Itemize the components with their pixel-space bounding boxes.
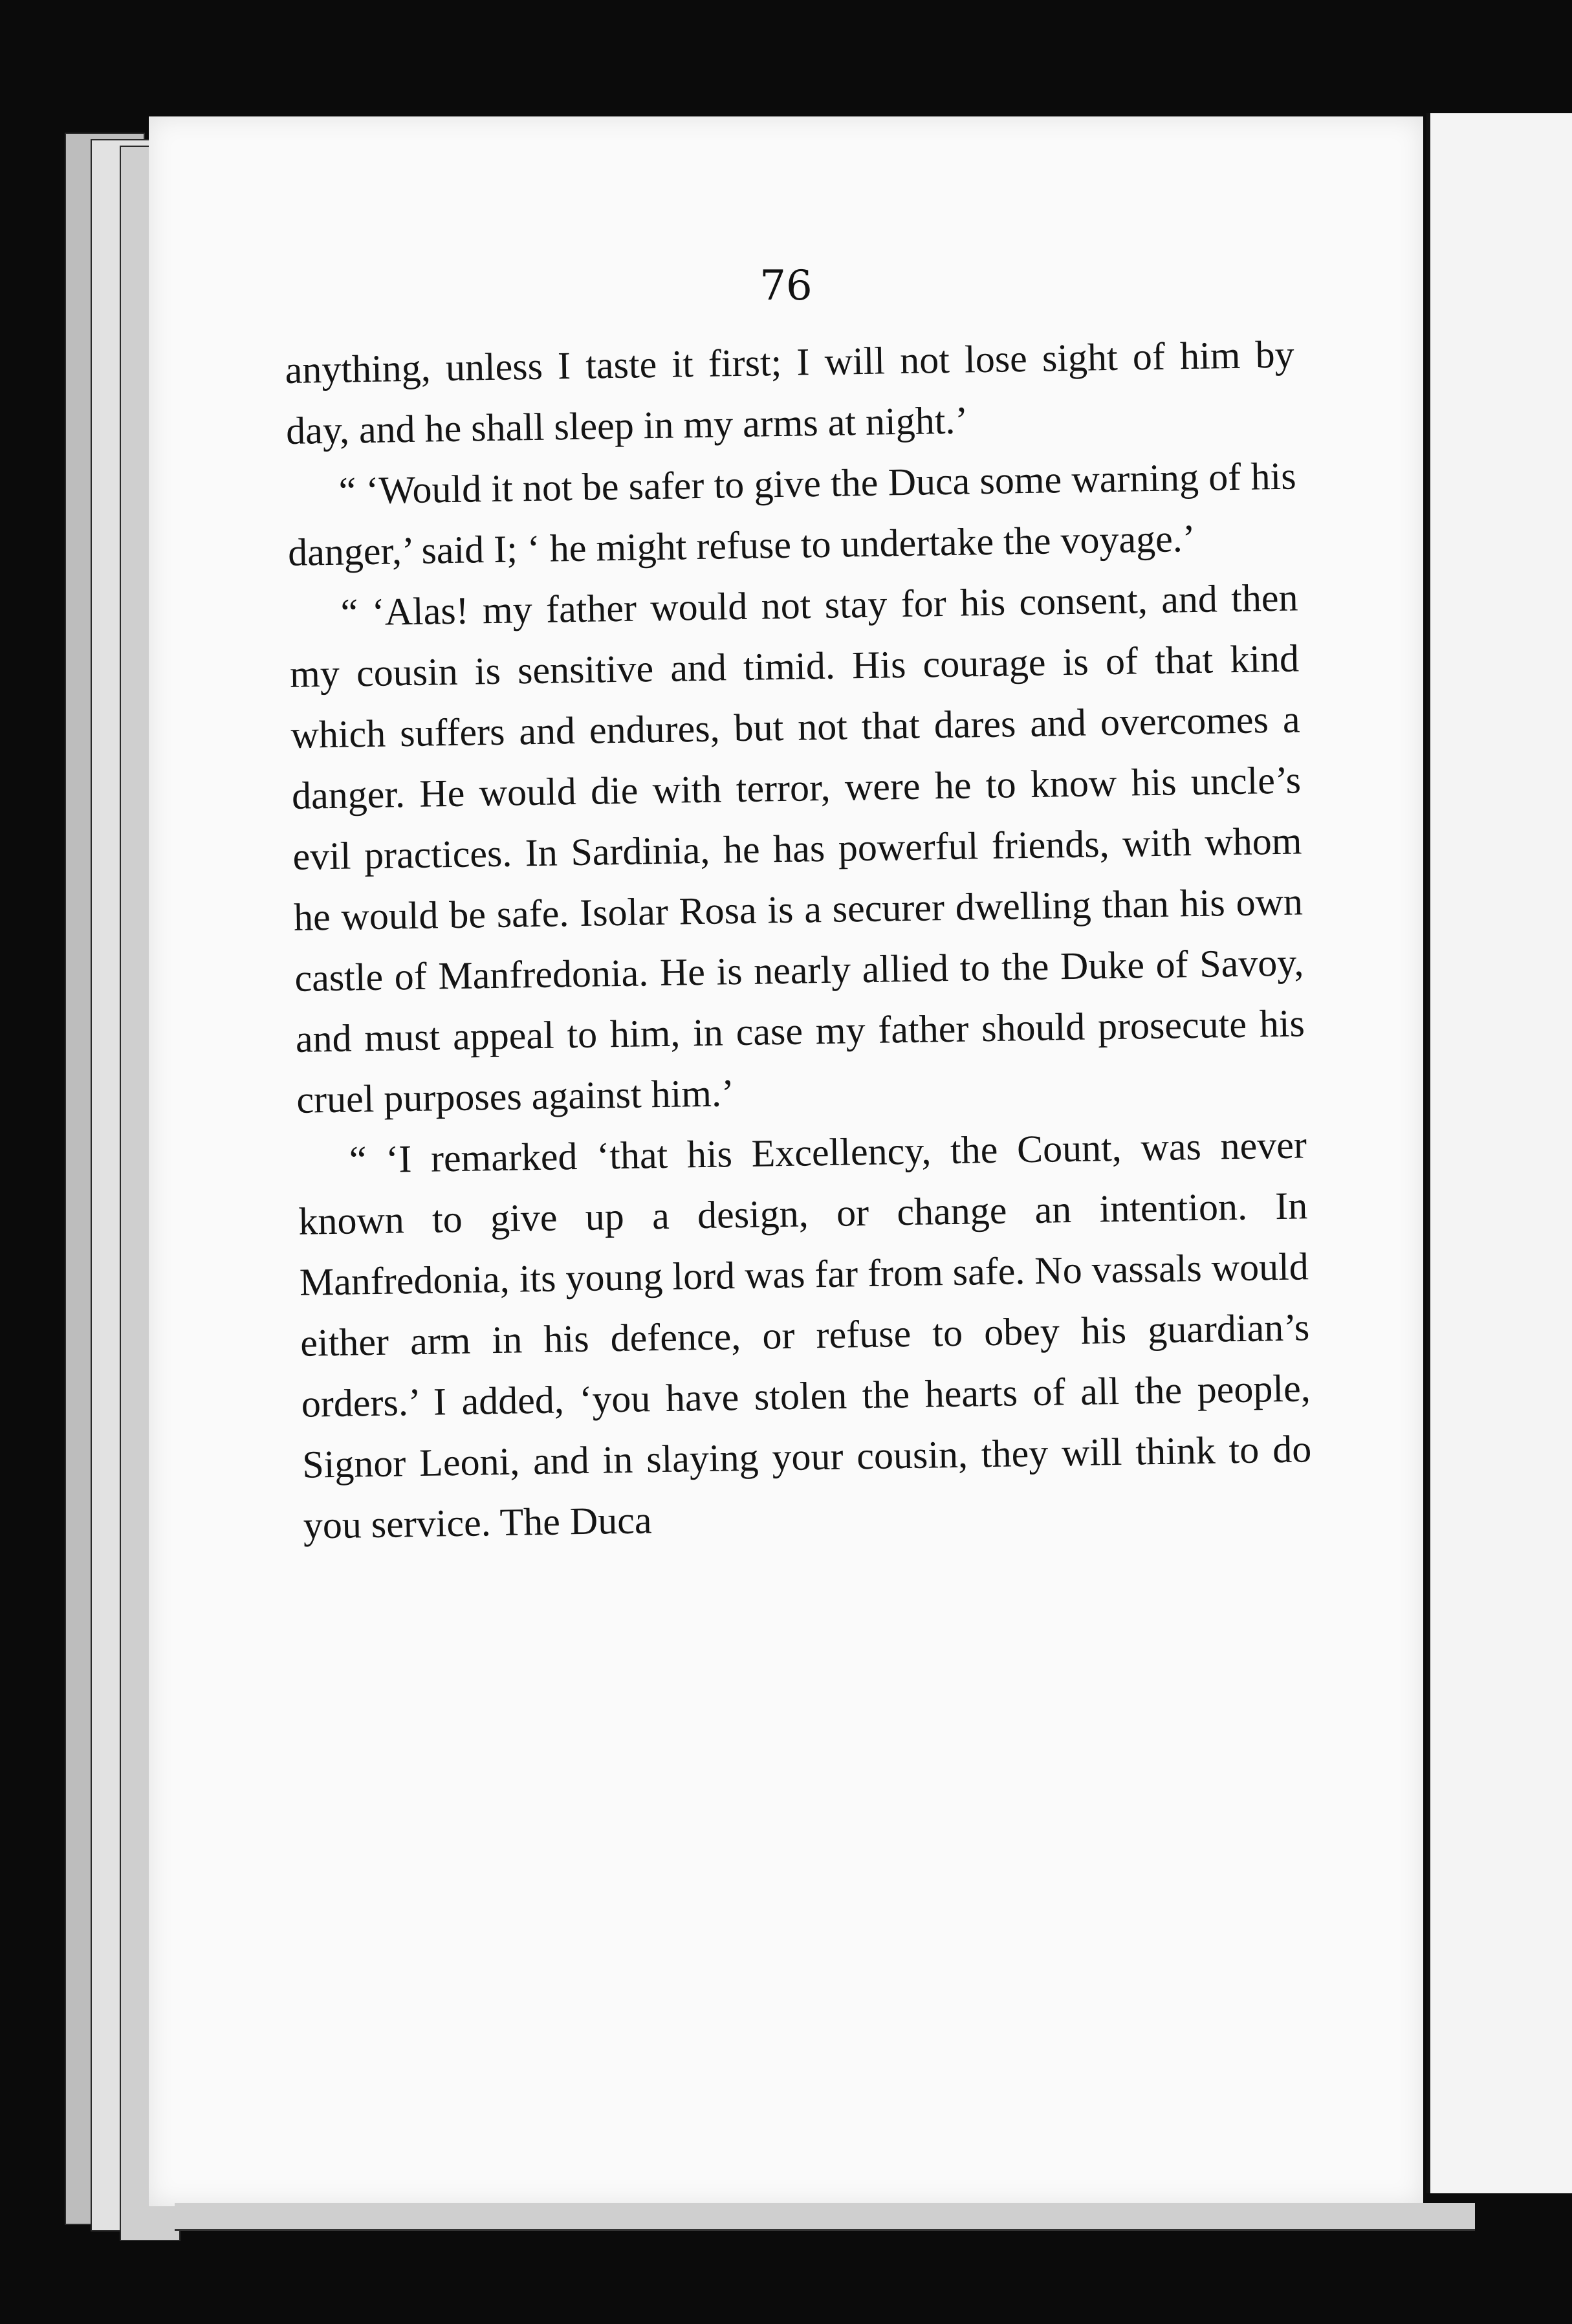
book-page bbox=[149, 116, 1423, 2206]
paragraph: “ ‘Alas! my father would not stay for his consent, and then my cousin is sensitive and timid. His courage is of that kind which suffers and endures, but not that dares and overcomes a danger. He would die with terror, were he to know his uncle’s evil practices. In Sardinia, he has powerful friends, with whom he would be safe. Isolar Rosa is a securer dwelling than his own castle of Manfredonia. He is nearly allied to the Duke of Savoy, and must appeal to him, in case my father should prosecute his cruel purposes against him.’ bbox=[289, 576, 1305, 1121]
facing-page bbox=[1426, 113, 1572, 2193]
paragraph: “ ‘Would it not be safer to give the Duca some warning of his danger,’ said I; ‘ he might refuse to undertake the voyage.’ bbox=[287, 454, 1297, 574]
paragraph: “ ‘I remarked ‘that his Excellency, the Count, was never known to give up a design, or change an intention. In Manfredonia, its young lord was far from safe. No vassals would either arm in his defence, or refuse to obey his guardian’s orders.’ I added, ‘you have stolen the hearts of all the people, Signor Leoni, and in slaying your cousin, they will think to do you service. The Duca bbox=[298, 1123, 1312, 1547]
paragraph: anything, unless I taste it first; I will not lose sight of him by day, and he shall sleep in my arms at night.’ bbox=[285, 333, 1295, 452]
page-number: 76 bbox=[759, 262, 813, 310]
body-text bbox=[285, 323, 1313, 1555]
page-bottom-edge bbox=[175, 2203, 1475, 2231]
